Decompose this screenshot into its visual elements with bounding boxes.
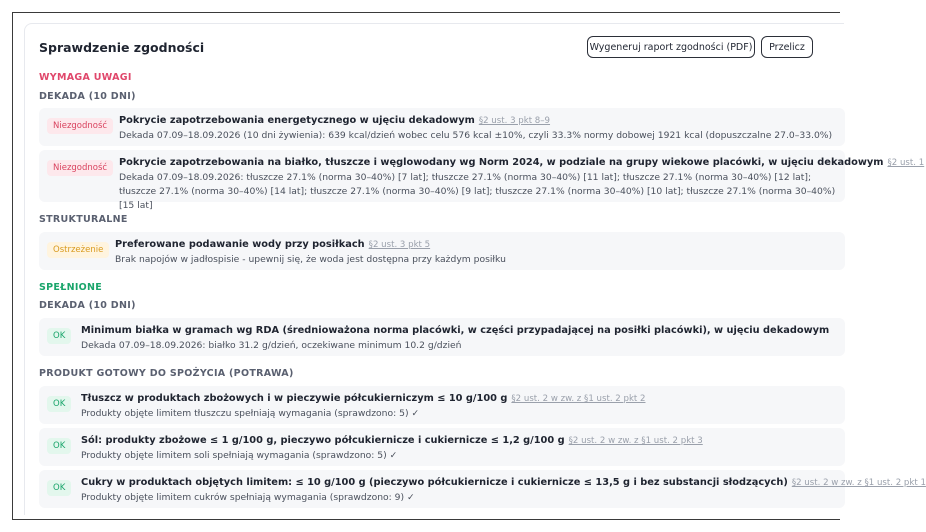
window-border-bottom — [12, 519, 840, 520]
status-badge: OK — [47, 328, 71, 344]
check-title — [119, 114, 841, 128]
legal-reference-link[interactable]: §2 ust. 2 w zw. z §1 ust. 2 pkt 1 — [791, 478, 926, 488]
check-item — [39, 108, 845, 146]
recalculate-button[interactable]: Przelicz — [761, 36, 813, 58]
check-item — [39, 470, 926, 508]
check-content — [115, 238, 841, 267]
group-label-fulfilled: SPEŁNIONE — [39, 282, 103, 293]
legal-reference-link[interactable]: §2 ust. 2 w zw. z §1 ust. 2 pkt 3 — [568, 436, 703, 446]
check-description: Produkty objęte limitem soli spełniają wymagania (sprawdzono: 5) ✓ — [81, 450, 398, 461]
check-content — [81, 434, 841, 463]
window-border-left — [12, 12, 13, 520]
check-title — [115, 238, 841, 252]
legal-reference-link[interactable]: §2 ust. 3 pkt 8–9 — [478, 116, 551, 126]
check-title-text: Preferowane podawanie wody przy posiłkach — [115, 239, 365, 250]
check-title — [119, 156, 925, 170]
status-badge: Ostrzeżenie — [47, 242, 109, 258]
check-item — [39, 232, 845, 270]
check-title — [81, 392, 841, 406]
check-description: Brak napojów w jadłospisie - upewnij się, że woda jest dostępna przy każdym posiłku — [115, 254, 506, 265]
check-title-text: Cukry w produktach objętych limitem: ≤ 10 g/100 g (pieczywo półcukiernicze i cukiernicze ≤ 13,5 g i bez substancji słodzących) — [81, 477, 788, 488]
page-title: Sprawdzenie zgodności — [39, 40, 205, 55]
legal-reference-link[interactable]: §2 ust. 2 w zw. z §1 ust. 2 pkt 2 — [511, 394, 646, 404]
check-content — [81, 324, 841, 353]
section-label-structural: STRUKTURALNE — [39, 214, 128, 225]
check-title-text: Pokrycie zapotrzebowania na białko, tłuszcze i węglowodany wg Norm 2024, w podziale na grupy wiekowe placówki, w ujęciu dekadowym — [119, 157, 884, 168]
check-title-text: Sól: produkty zbożowe ≤ 1 g/100 g, pieczywo półcukiernicze i cukiernicze ≤ 1,2 g/100 g — [81, 435, 565, 446]
check-title — [81, 476, 926, 490]
section-label-decade: DEKADA (10 DNI) — [39, 91, 136, 102]
check-description: Produkty objęte limitem tłuszczu spełniają wymagania (sprawdzono: 5) ✓ — [81, 408, 420, 419]
legal-reference-link[interactable]: §2 ust. 1 — [887, 158, 925, 168]
check-description: Produkty objęte limitem cukrów spełniają wymagania (sprawdzono: 9) ✓ — [81, 492, 415, 503]
check-item — [39, 150, 925, 211]
section-label-decade: DEKADA (10 DNI) — [39, 300, 136, 311]
status-badge: OK — [47, 438, 71, 454]
check-description: Dekada 07.09–18.09.2026 (10 dni żywienia): 639 kcal/dzień wobec celu 576 kcal ±10%, czyli 33.3% normy dobowej 1921 kcal (dopuszczalne 27.0–33.0%) — [119, 130, 833, 141]
window-border-top — [12, 12, 840, 13]
check-content — [81, 476, 926, 505]
status-badge: Niezgodność — [47, 118, 113, 134]
check-title: Minimum białka w gramach wg RDA (średnioważona norma placówki, w części przypadającej na posiłki placówki), w ujęciu dekadowym — [81, 325, 830, 336]
check-item — [39, 318, 845, 356]
status-badge: OK — [47, 396, 71, 412]
check-content — [81, 392, 841, 421]
generate-pdf-report-button[interactable]: Wygeneruj raport zgodności (PDF) — [587, 36, 755, 58]
check-title-text: Pokrycie zapotrzebowania energetycznego w ujęciu dekadowym — [119, 115, 475, 126]
check-description: Dekada 07.09–18.09.2026: białko 31.2 g/dzień, oczekiwane minimum 10.2 g/dzień — [81, 340, 462, 351]
check-item — [39, 386, 845, 424]
check-item — [39, 428, 845, 466]
compliance-card — [24, 23, 926, 515]
section-label-product: PRODUKT GOTOWY DO SPOŻYCIA (POTRAWA) — [39, 368, 294, 379]
legal-reference-link[interactable]: §2 ust. 3 pkt 5 — [368, 240, 431, 250]
check-description: Dekada 07.09–18.09.2026: tłuszcze 27.1% (norma 30–40%) [7 lat]; tłuszcze 27.1% (norma 30–40%) [11 lat]; tłuszcze 27.1% (norma 30–40%) [12 lat]; tłuszcze 27.1% (norma 30–40%) [14 lat]; tłuszcze 27.1% (norma 30–40%) [9 lat]; tłuszcze 27.1% (norma 30–40%) [10 lat]; tłuszcze 27.1% (norma 30–40%) [15 lat] — [119, 172, 836, 211]
group-label-attention: WYMAGA UWAGI — [39, 72, 132, 83]
status-badge: OK — [47, 480, 71, 496]
check-title-text: Tłuszcz w produktach zbożowych i w pieczywie półcukierniczym ≤ 10 g/100 g — [81, 393, 508, 404]
check-content — [119, 156, 925, 213]
status-badge: Niezgodność — [47, 160, 113, 176]
check-content — [119, 114, 841, 143]
check-title — [81, 434, 841, 448]
